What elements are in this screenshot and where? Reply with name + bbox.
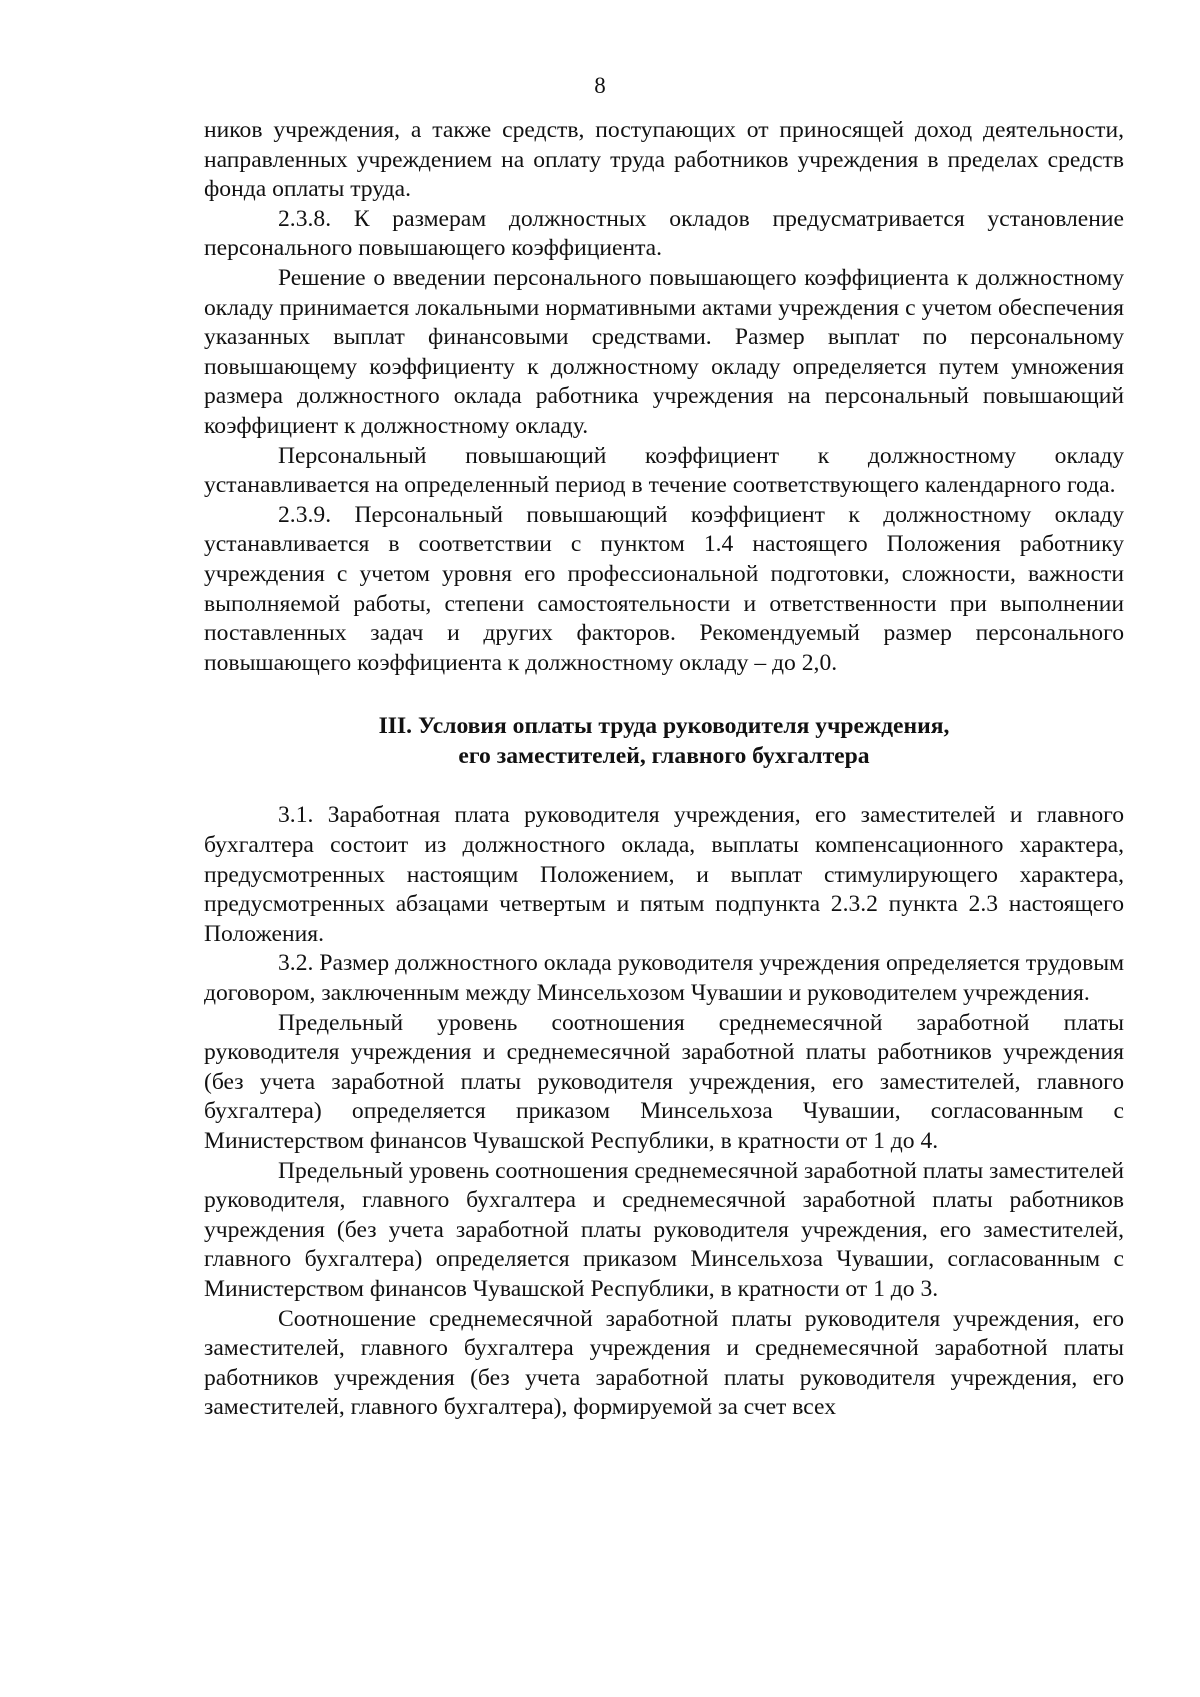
paragraph: Решение о введении персонального повышающего коэффициента к должностному окладу принимается локальными нормативными актами учреждения с учетом обеспечения указанных выплат финансовыми средствами. Размер выплат по персональному повышающему коэффициенту к должностному окладу определяется путем умножения размера должностного оклада работника учреждения на персональный повышающий коэффициент к должностному окладу. <box>204 264 1124 439</box>
paragraph: ников учреждения, а также средств, поступающих от приносящей доход деятельности, направленных учреждением на оплату труда работников учреждения в пределах средств фонда оплаты труда. <box>204 117 1124 203</box>
paragraph: 2.3.8. К размерам должностных окладов предусматривается установление персонального повышающего коэффициента. <box>204 205 1124 262</box>
paragraph: 2.3.9. Персональный повышающий коэффициент к должностному окладу устанавливается в соответствии с пунктом 1.4 настоящего Положения работнику учреждения с учетом уровня его профессиональной подготовки, сложности, важности выполняемой работы, степени самостоятельности и ответственности при выполнении поставленных задач и других факторов. Рекомендуемый размер персонального повышающего коэффициента к должностному окладу – до 2,0. <box>204 501 1124 676</box>
paragraph: Персональный повышающий коэффициент к должностному окладу устанавливается на определенный период в течение соответствующего календарного года. <box>204 442 1124 499</box>
page-number: 8 <box>594 73 606 98</box>
paragraph: 3.2. Размер должностного оклада руководителя учреждения определяется трудовым договором, заключенным между Минсельхозом Чувашии и руководителем учреждения. <box>204 950 1124 1007</box>
paragraph: 3.1. Заработная плата руководителя учреждения, его заместителей и главного бухгалтера состоит из должностного оклада, выплаты компенсационного характера, предусмотренных настоящим Положением, и выплат стимулирующего характера, предусмотренных абзацами четвертым и пятым подпункта 2.3.2 пункта 2.3 настоящего Положения. <box>204 802 1124 947</box>
paragraph: Соотношение среднемесячной заработной платы руководителя учреждения, его заместителей, главного бухгалтера учреждения и среднемесячной заработной платы работников учреждения (без учета заработной платы руководителя учреждения, его заместителей, главного бухгалтера), формируемой за счет всех <box>204 1305 1124 1421</box>
section-heading <box>204 712 1124 771</box>
section-heading-line: его заместителей, главного бухгалтера <box>458 742 870 769</box>
paragraph: Предельный уровень соотношения среднемесячной заработной платы руководителя учреждения и среднемесячной заработной платы работников учреждения (без учета заработной платы руководителя учреждения, его заместителей, главного бухгалтера) определяется приказом Минсельхоза Чувашии, согласованным с Министерством финансов Чувашской Республики, в кратности от 1 до 4. <box>204 1009 1124 1154</box>
section-heading-line: III. Условия оплаты труда руководителя учреждения, <box>378 713 950 740</box>
document-body <box>204 116 1124 1423</box>
paragraph: Предельный уровень соотношения среднемесячной заработной платы заместителей руководителя, главного бухгалтера и среднемесячной заработной платы работников учреждения (без учета заработной платы руководителя учреждения, его заместителей, главного бухгалтера) определяется приказом Минсельхоза Чувашии, согласованным с Министерством финансов Чувашской Республики, в кратности от 1 до 3. <box>204 1157 1124 1302</box>
